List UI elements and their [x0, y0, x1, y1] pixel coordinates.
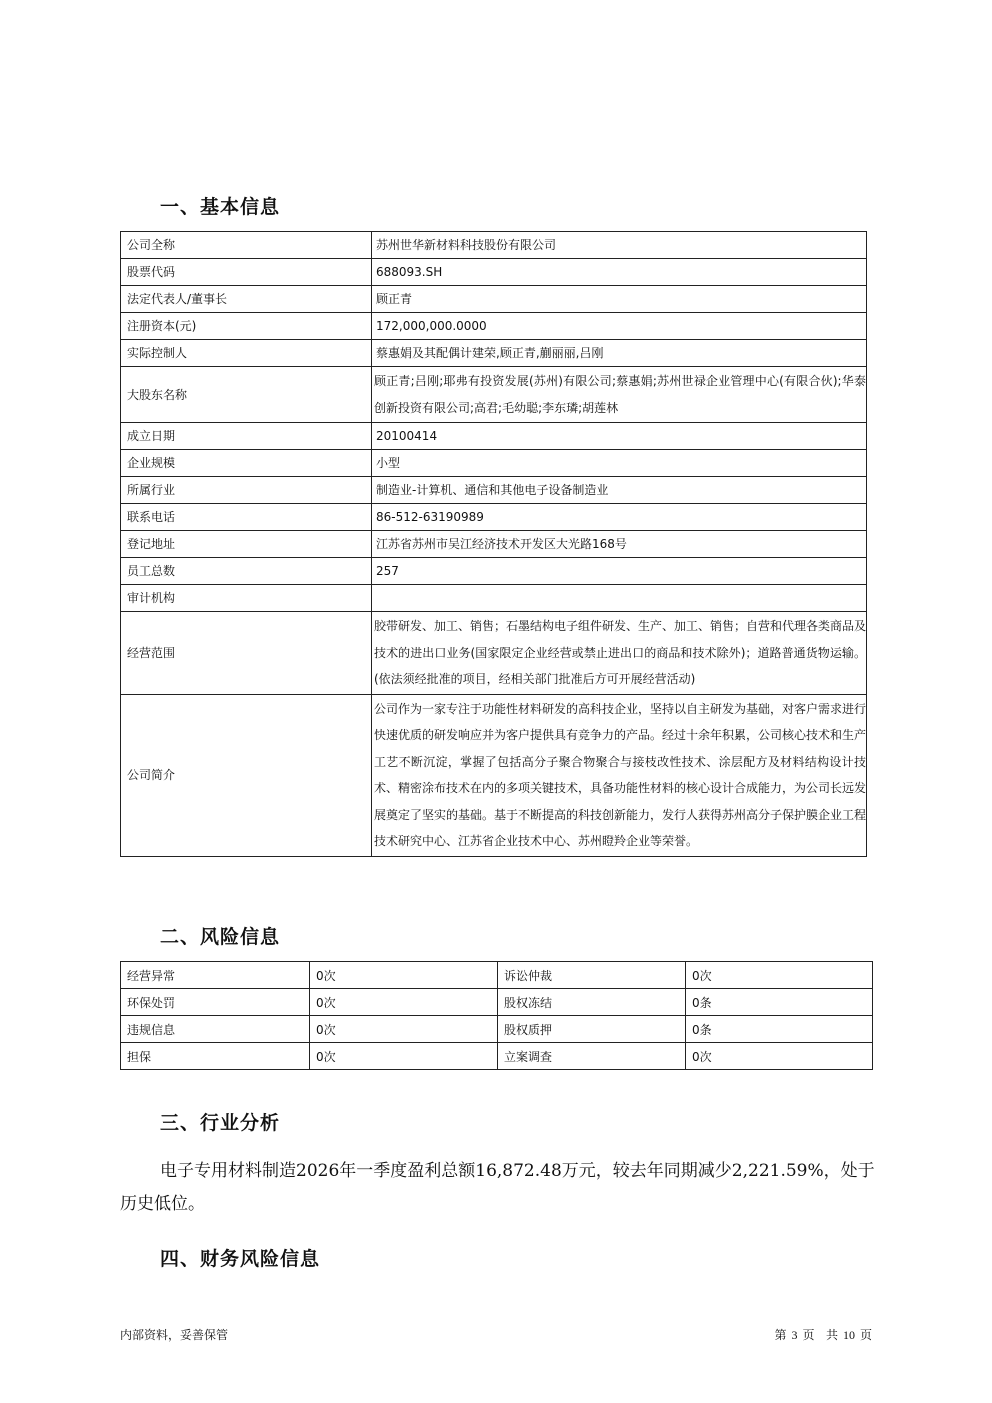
table-row — [121, 531, 867, 558]
row-value: 蔡惠娟及其配偶计建荣,顾正青,蒯丽丽,吕刚 — [372, 340, 867, 367]
table-row — [121, 694, 867, 856]
section-title-basic-info: 一、基本信息 — [160, 196, 281, 218]
row-value: 公司作为一家专注于功能性材料研发的高科技企业，坚持以自主研发为基础，对客户需求进行快速优质的研发响应并为客户提供具有竞争力的产品。经过十余年积累，公司核心技术和生产工艺不断沉淀，掌握了包括高分子聚合物聚合与接枝改性技术、涂层配方及材料结构设计技术、精密涂布技术在内的多项关键技术，具备功能性材料的核心设计合成能力，为公司长远发展奠定了坚实的基础。基于不断提高的科技创新能力，发行人获得苏州高分子保护膜企业工程技术研究中心、江苏省企业技术中心、苏州瞪羚企业等荣誉。 — [372, 694, 867, 856]
row-value: 顾正青 — [372, 286, 867, 313]
footer-page-number — [774, 1326, 872, 1343]
row-label: 成立日期 — [121, 423, 372, 450]
page-unit: 页 — [802, 1328, 815, 1342]
table-row — [121, 585, 867, 612]
page-prefix: 第 — [774, 1328, 787, 1342]
table-row — [121, 313, 867, 340]
risk-info-table — [120, 961, 873, 1070]
row-label: 经营范围 — [121, 612, 372, 695]
total-prefix: 共 — [825, 1328, 838, 1342]
risk-value: 0次 — [686, 962, 873, 989]
risk-label: 股权冻结 — [498, 989, 686, 1016]
row-value: 苏州世华新材料科技股份有限公司 — [372, 232, 867, 259]
table-row — [121, 340, 867, 367]
section-title-finance-risk: 四、财务风险信息 — [160, 1248, 321, 1270]
row-label: 股票代码 — [121, 259, 372, 286]
row-label: 所属行业 — [121, 477, 372, 504]
table-row — [121, 962, 873, 989]
table-row — [121, 423, 867, 450]
table-row — [121, 450, 867, 477]
row-label: 实际控制人 — [121, 340, 372, 367]
row-label: 注册资本(元) — [121, 313, 372, 340]
risk-label: 立案调查 — [498, 1043, 686, 1070]
risk-value: 0次 — [310, 1043, 498, 1070]
row-label: 员工总数 — [121, 558, 372, 585]
table-row — [121, 232, 867, 259]
row-value: 172,000,000.0000 — [372, 313, 867, 340]
row-label: 联系电话 — [121, 504, 372, 531]
table-row — [121, 612, 867, 695]
risk-value: 0次 — [686, 1043, 873, 1070]
row-value: 小型 — [372, 450, 867, 477]
total-unit: 页 — [859, 1328, 872, 1342]
risk-value: 0次 — [310, 962, 498, 989]
table-row — [121, 558, 867, 585]
row-value: 胶带研发、加工、销售；石墨结构电子组件研发、生产、加工、销售；自营和代理各类商品及技术的进出口业务(国家限定企业经营或禁止进出口的商品和技术除外)；道路普通货物运输。(依法须经批准的项目，经相关部门批准后方可开展经营活动) — [372, 612, 867, 695]
current-page: 3 — [791, 1328, 798, 1342]
row-label: 大股东名称 — [121, 367, 372, 423]
total-pages: 10 — [842, 1328, 855, 1342]
table-row — [121, 1043, 873, 1070]
row-value: 制造业-计算机、通信和其他电子设备制造业 — [372, 477, 867, 504]
row-label: 审计机构 — [121, 585, 372, 612]
risk-label: 环保处罚 — [121, 989, 310, 1016]
table-row — [121, 989, 873, 1016]
row-label: 登记地址 — [121, 531, 372, 558]
row-value: 江苏省苏州市吴江经济技术开发区大光路168号 — [372, 531, 867, 558]
risk-label: 经营异常 — [121, 962, 310, 989]
row-value: 20100414 — [372, 423, 867, 450]
risk-label: 违规信息 — [121, 1016, 310, 1043]
table-row — [121, 259, 867, 286]
risk-value: 0条 — [686, 1016, 873, 1043]
industry-analysis-paragraph: 电子专用材料制造2026年一季度盈利总额16,872.48万元，较去年同期减少2,221.59%，处于历史低位。 — [120, 1161, 875, 1214]
row-value: 257 — [372, 558, 867, 585]
row-label: 法定代表人/董事长 — [121, 286, 372, 313]
section-title-industry-analysis: 三、行业分析 — [160, 1112, 281, 1134]
row-label: 企业规模 — [121, 450, 372, 477]
section-title-risk-info: 二、风险信息 — [160, 926, 281, 948]
row-value: 86-512-63190989 — [372, 504, 867, 531]
row-label: 公司全称 — [121, 232, 372, 259]
risk-value: 0次 — [310, 1016, 498, 1043]
table-row — [121, 367, 867, 423]
basic-info-table — [120, 231, 867, 857]
risk-value: 0次 — [310, 989, 498, 1016]
risk-label: 担保 — [121, 1043, 310, 1070]
row-value: 688093.SH — [372, 259, 867, 286]
risk-label: 诉讼仲裁 — [498, 962, 686, 989]
table-row — [121, 1016, 873, 1043]
table-row — [121, 504, 867, 531]
footer-confidential-note: 内部资料，妥善保管 — [120, 1328, 229, 1342]
risk-label: 股权质押 — [498, 1016, 686, 1043]
table-row — [121, 477, 867, 504]
table-row — [121, 286, 867, 313]
row-label: 公司简介 — [121, 694, 372, 856]
row-value: 顾正青;吕刚;耶弗有投资发展(苏州)有限公司;蔡惠娟;苏州世禄企业管理中心(有限合伙);华泰创新投资有限公司;高君;毛幼聪;李东璘;胡莲林 — [372, 367, 867, 423]
risk-value: 0条 — [686, 989, 873, 1016]
row-value — [372, 585, 867, 612]
